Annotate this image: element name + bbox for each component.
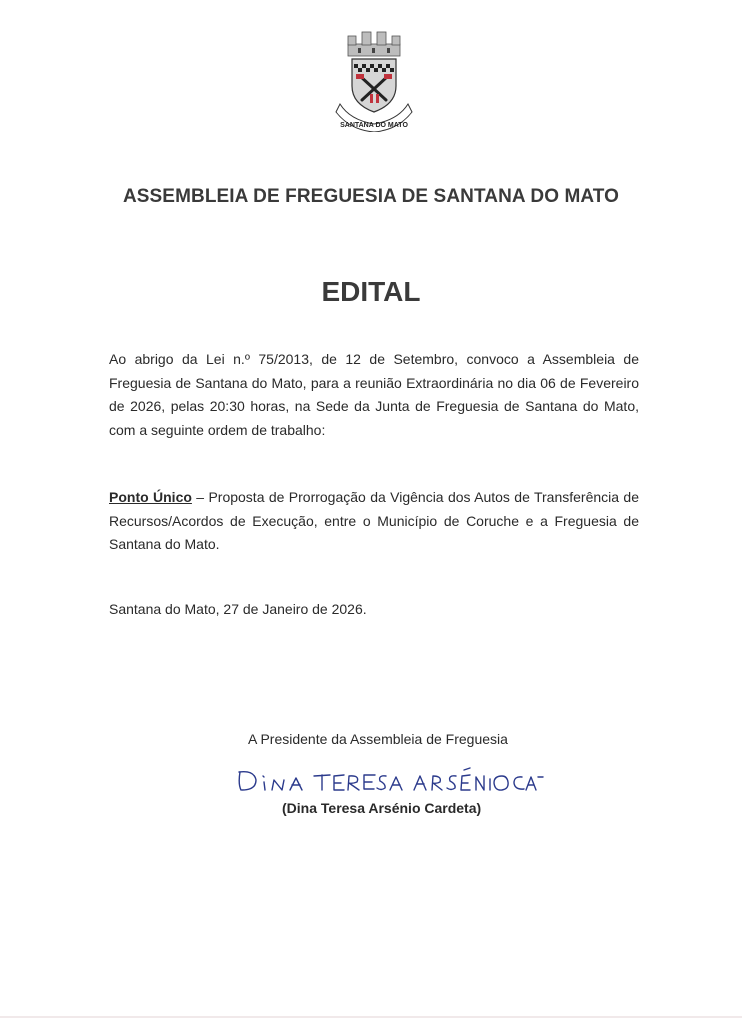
intro-paragraph: Ao abrigo da Lei n.º 75/2013, de 12 de Setembro, convoco a Assembleia de Freguesia de Santana do Mato, para a reunião Extraordinária no dia 06 de Fevereiro de 2026, pelas 20:30 horas, na Sede da Junta de Freguesia de Santana do Mato, com a seguinte ordem de trabalho: <box>109 351 639 438</box>
handwritten-signature <box>234 762 544 800</box>
place-date: Santana do Mato, 27 de Janeiro de 2026. <box>109 601 367 617</box>
page-bottom-edge <box>0 1016 742 1018</box>
coat-of-arms-logo <box>326 28 422 132</box>
signatory-name: (Dina Teresa Arsénio Cardeta) <box>282 800 482 816</box>
document-type-title: EDITAL <box>321 276 421 307</box>
agenda-text: – Proposta de Prorrogação da Vigência dos Autos de Transferência de Recursos/Acordos de Execução, entre o Município de Coruche e a Freguesia de Santana do Mato. <box>109 489 639 552</box>
assembly-title: ASSEMBLEIA DE FREGUESIA DE SANTANA DO MATO <box>122 186 620 207</box>
agenda-paragraph <box>109 486 639 557</box>
crest-motto: SANTANA DO MATO <box>340 122 408 129</box>
signatory-role: A Presidente da Assembleia de Freguesia <box>248 731 508 747</box>
agenda-label: Ponto Único <box>109 489 192 505</box>
